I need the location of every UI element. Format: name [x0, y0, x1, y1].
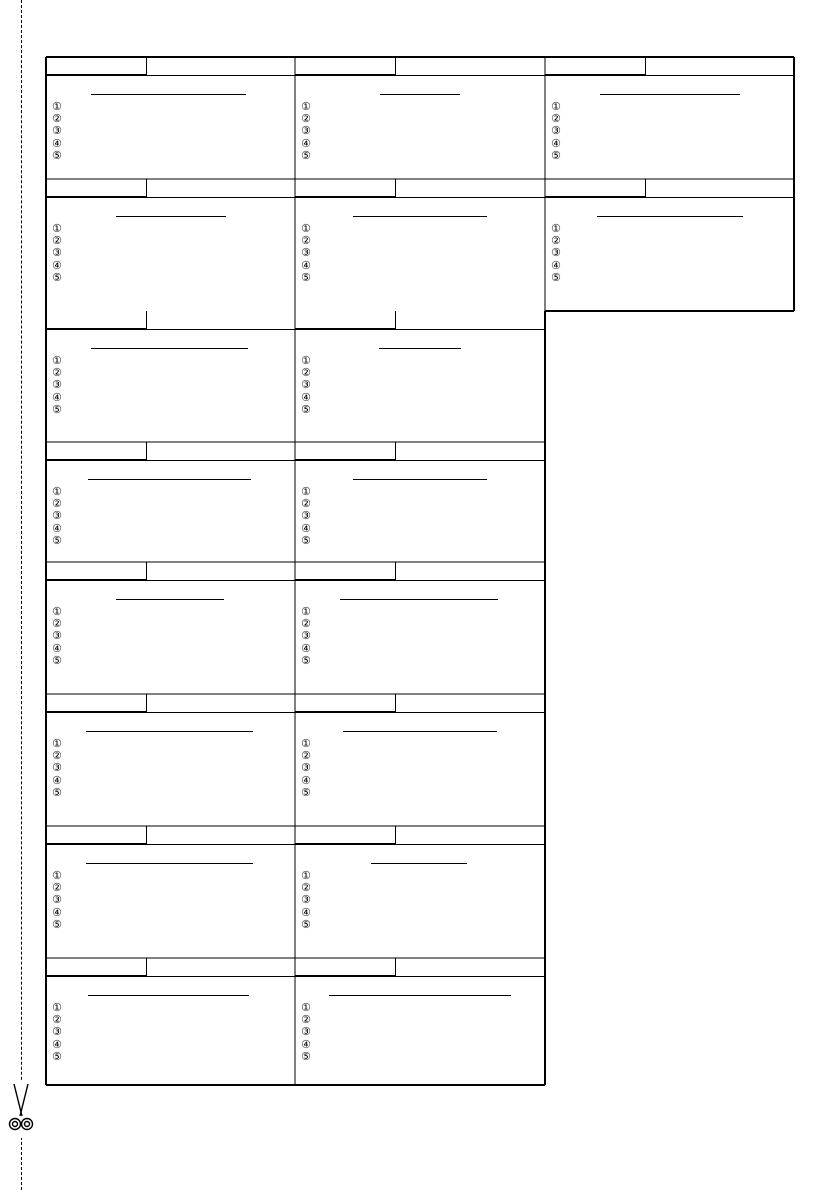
answer-card-r1c1 [46, 57, 295, 179]
answer-option-2: ② [301, 234, 311, 248]
answer-option-3: ③ [52, 124, 62, 138]
title-underline [340, 599, 498, 600]
answer-list [301, 870, 311, 931]
answer-option-2: ② [52, 366, 62, 380]
answer-option-2: ② [52, 749, 62, 763]
name-tab [46, 826, 147, 844]
answer-option-4: ④ [52, 258, 62, 272]
answer-option-4: ④ [52, 521, 62, 535]
answer-option-5: ⑤ [301, 1049, 311, 1063]
title-underline [86, 731, 253, 732]
title-underline [91, 348, 248, 349]
answer-option-5: ⑤ [301, 148, 311, 162]
answer-option-4: ④ [52, 905, 62, 919]
answer-card-r4c2 [295, 442, 545, 562]
answer-option-5: ⑤ [301, 917, 311, 931]
answer-option-4: ④ [301, 390, 311, 404]
answer-option-5: ⑤ [301, 270, 311, 284]
answer-option-2: ② [301, 366, 311, 380]
answer-option-1: ① [301, 605, 311, 618]
answer-option-5: ⑤ [52, 917, 62, 931]
answer-option-4: ④ [551, 258, 561, 272]
title-underline [88, 995, 249, 996]
answer-option-1: ① [52, 100, 62, 113]
name-tab [46, 57, 147, 75]
answer-option-2: ② [301, 617, 311, 631]
answer-option-5: ⑤ [551, 270, 561, 284]
name-tab [295, 57, 396, 75]
answer-option-2: ② [52, 234, 62, 248]
answer-list [301, 606, 311, 667]
title-underline [597, 216, 743, 217]
answer-option-3: ③ [52, 509, 62, 523]
header-rule [295, 460, 545, 461]
name-tab [295, 311, 396, 329]
answer-option-5: ⑤ [301, 653, 311, 667]
header-rule [295, 976, 545, 977]
answer-list [301, 486, 311, 547]
answer-card-r5c1 [46, 562, 295, 694]
answer-option-2: ② [301, 749, 311, 763]
answer-card-r7c1 [46, 826, 295, 958]
header-rule [295, 580, 545, 581]
answer-option-3: ③ [52, 761, 62, 775]
answer-option-2: ② [301, 881, 311, 895]
answer-option-3: ③ [301, 509, 311, 523]
title-underline [86, 863, 253, 864]
answer-card-r6c1 [46, 694, 295, 826]
answer-list [52, 101, 62, 162]
answer-option-5: ⑤ [52, 148, 62, 162]
answer-option-1: ① [52, 1001, 62, 1014]
name-tab [46, 562, 147, 580]
title-underline [371, 863, 467, 864]
answer-option-5: ⑤ [301, 402, 311, 416]
answer-option-5: ⑤ [52, 653, 62, 667]
answer-option-3: ③ [301, 761, 311, 775]
answer-option-5: ⑤ [551, 148, 561, 162]
answer-list [52, 870, 62, 931]
title-underline [600, 94, 740, 95]
name-tab [46, 958, 147, 976]
answer-option-4: ④ [52, 641, 62, 655]
answer-card-r7c2 [295, 826, 545, 958]
answer-option-1: ① [52, 222, 62, 235]
answer-list [301, 738, 311, 799]
answer-option-4: ④ [301, 773, 311, 787]
answer-option-4: ④ [301, 905, 311, 919]
title-underline [343, 731, 497, 732]
answer-option-3: ③ [301, 246, 311, 260]
title-underline [116, 599, 224, 600]
answer-list [301, 355, 311, 416]
answer-option-4: ④ [52, 136, 62, 150]
title-underline [116, 216, 226, 217]
name-tab [46, 442, 147, 460]
header-rule [295, 712, 545, 713]
title-underline [91, 94, 246, 95]
answer-option-5: ⑤ [52, 402, 62, 416]
answer-option-2: ② [301, 497, 311, 511]
answer-option-3: ③ [301, 893, 311, 907]
title-underline [353, 479, 487, 480]
header-rule [46, 844, 295, 845]
header-rule [46, 75, 295, 76]
answer-option-3: ③ [301, 124, 311, 138]
name-tab [295, 179, 396, 197]
answer-option-3: ③ [52, 629, 62, 643]
header-rule [46, 580, 295, 581]
title-underline [379, 348, 461, 349]
answer-option-3: ③ [301, 1025, 311, 1039]
answer-option-4: ④ [52, 773, 62, 787]
answer-card-r3c1 [46, 311, 295, 442]
answer-option-5: ⑤ [52, 270, 62, 284]
answer-list [52, 738, 62, 799]
header-rule [46, 460, 295, 461]
header-rule [295, 329, 545, 330]
answer-option-1: ① [301, 737, 311, 750]
answer-option-5: ⑤ [52, 1049, 62, 1063]
header-rule [545, 75, 794, 76]
answer-card-r5c2 [295, 562, 545, 694]
answer-option-2: ② [301, 1013, 311, 1027]
answer-list [52, 486, 62, 547]
header-rule [46, 329, 295, 330]
answer-list [301, 1002, 311, 1063]
answer-option-5: ⑤ [52, 785, 62, 799]
cut-line [21, 0, 22, 1190]
name-tab [46, 179, 147, 197]
answer-option-2: ② [551, 112, 561, 126]
header-rule [545, 197, 794, 198]
answer-option-4: ④ [301, 521, 311, 535]
title-underline [380, 94, 460, 95]
answer-list [52, 223, 62, 284]
header-rule [46, 197, 295, 198]
title-underline [88, 479, 251, 480]
answer-option-3: ③ [551, 246, 561, 260]
title-underline [329, 995, 511, 996]
answer-option-1: ① [52, 737, 62, 750]
header-rule [46, 976, 295, 977]
header-rule [295, 75, 545, 76]
answer-option-3: ③ [52, 246, 62, 260]
answer-option-2: ② [52, 881, 62, 895]
name-tab [295, 562, 396, 580]
answer-option-4: ④ [52, 1037, 62, 1051]
name-tab [295, 826, 396, 844]
answer-option-4: ④ [301, 1037, 311, 1051]
scissors-icon [6, 1082, 36, 1138]
answer-option-1: ① [551, 100, 561, 113]
answer-option-3: ③ [52, 893, 62, 907]
answer-option-1: ① [52, 869, 62, 882]
answer-option-1: ① [301, 222, 311, 235]
answer-card-r2c1 [46, 179, 295, 311]
answer-list [551, 223, 561, 284]
answer-card-r1c2 [295, 57, 545, 179]
name-tab [46, 311, 147, 329]
answer-option-1: ① [301, 485, 311, 498]
answer-option-1: ① [301, 100, 311, 113]
answer-option-1: ① [301, 354, 311, 367]
answer-option-4: ④ [551, 136, 561, 150]
answer-option-2: ② [52, 1013, 62, 1027]
title-underline [353, 216, 487, 217]
answer-option-5: ⑤ [301, 533, 311, 547]
answer-card-r8c1 [46, 958, 295, 1085]
answer-option-2: ② [52, 497, 62, 511]
answer-option-1: ① [52, 485, 62, 498]
answer-card-r2c2 [295, 179, 545, 311]
answer-list [52, 355, 62, 416]
answer-option-4: ④ [301, 136, 311, 150]
header-rule [295, 844, 545, 845]
answer-card-r8c2 [295, 958, 545, 1085]
header-rule [46, 712, 295, 713]
answer-list [52, 1002, 62, 1063]
name-tab [545, 179, 646, 197]
answer-option-3: ③ [551, 124, 561, 138]
answer-option-2: ② [52, 617, 62, 631]
answer-option-1: ① [301, 869, 311, 882]
answer-option-4: ④ [301, 641, 311, 655]
answer-option-3: ③ [52, 378, 62, 392]
answer-option-3: ③ [52, 1025, 62, 1039]
name-tab [545, 57, 646, 75]
answer-option-1: ① [551, 222, 561, 235]
answer-option-1: ① [52, 605, 62, 618]
header-rule [295, 197, 545, 198]
answer-list [301, 223, 311, 284]
name-tab [295, 442, 396, 460]
answer-option-5: ⑤ [52, 533, 62, 547]
answer-option-1: ① [301, 1001, 311, 1014]
answer-option-3: ③ [301, 629, 311, 643]
answer-option-5: ⑤ [301, 785, 311, 799]
answer-card-r4c1 [46, 442, 295, 562]
answer-card-r1c3 [545, 57, 794, 179]
answer-list [52, 606, 62, 667]
answer-list [551, 101, 561, 162]
answer-option-4: ④ [301, 258, 311, 272]
name-tab [46, 694, 147, 712]
answer-option-2: ② [301, 112, 311, 126]
answer-card-r6c2 [295, 694, 545, 826]
answer-option-2: ② [52, 112, 62, 126]
name-tab [295, 694, 396, 712]
answer-option-2: ② [551, 234, 561, 248]
name-tab [295, 958, 396, 976]
answer-list [301, 101, 311, 162]
answer-option-1: ① [52, 354, 62, 367]
answer-option-3: ③ [301, 378, 311, 392]
answer-card-r2c3 [545, 179, 794, 311]
answer-card-r3c2 [295, 311, 545, 442]
answer-option-4: ④ [52, 390, 62, 404]
